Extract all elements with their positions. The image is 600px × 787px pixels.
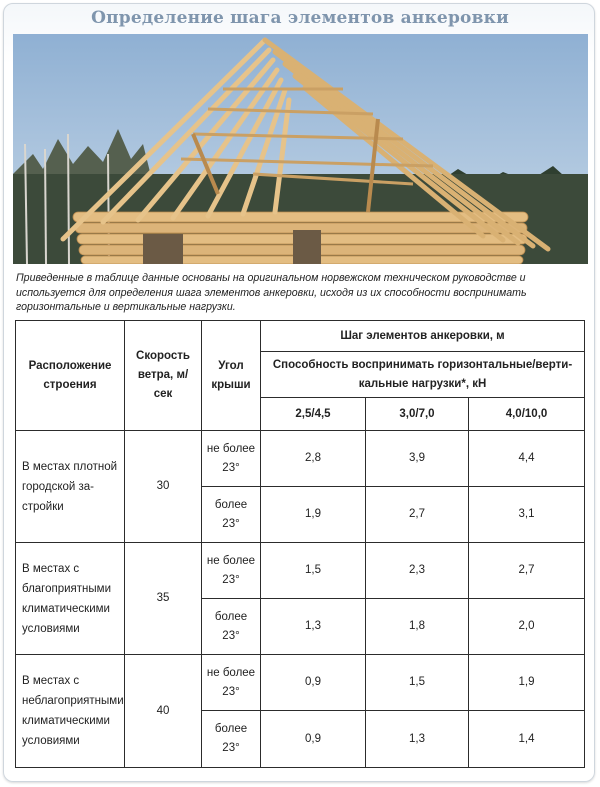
header-wind-speed: Скорость ветра, м/сек	[125, 321, 202, 431]
value-cell: 1,3	[261, 599, 366, 655]
value-cell: 4,4	[469, 431, 585, 487]
angle-cell: более 23°	[202, 487, 261, 543]
angle-cell: более 23°	[202, 711, 261, 768]
value-cell: 0,9	[261, 711, 366, 768]
value-cell: 2,7	[366, 487, 469, 543]
value-cell: 2,3	[366, 543, 469, 599]
angle-cell: более 23°	[202, 599, 261, 655]
value-cell: 2,8	[261, 431, 366, 487]
value-cell: 2,0	[469, 599, 585, 655]
angle-cell: не более 23°	[202, 543, 261, 599]
value-cell: 1,5	[366, 655, 469, 711]
location-cell: В местах с благоприятными климатическими условиями	[16, 543, 125, 655]
header-load-capacity: Способность воспринимать горизонтальные/верти-кальные нагрузки*, кН	[261, 352, 585, 398]
header-load-3: 4,0/10,0	[469, 398, 585, 431]
wind-cell: 40	[125, 655, 202, 768]
value-cell: 1,5	[261, 543, 366, 599]
header-load-2: 3,0/7,0	[366, 398, 469, 431]
value-cell: 0,9	[261, 655, 366, 711]
value-cell: 2,7	[469, 543, 585, 599]
value-cell: 1,8	[366, 599, 469, 655]
angle-cell: не более 23°	[202, 431, 261, 487]
roof-frame-illustration	[13, 34, 588, 264]
header-roof-angle: Угол крыши	[202, 321, 261, 431]
value-cell: 3,9	[366, 431, 469, 487]
location-cell: В местах с неблагоприятными климатическими условиями	[16, 655, 125, 768]
table-note: Приведенные в таблице данные основаны на оригинальном норвежском техническом руководстве и используется для определения шага элементов анкеровки, исходя из их способности воспринимать горизонтальные и вертикальные нагрузки.	[16, 272, 527, 313]
value-cell: 3,1	[469, 487, 585, 543]
angle-cell: не более 23°	[202, 655, 261, 711]
header-anchor-step: Шаг элементов анкеровки, м	[261, 321, 585, 352]
value-cell: 1,4	[469, 711, 585, 768]
table-row	[16, 655, 585, 711]
wind-cell: 35	[125, 543, 202, 655]
table-row	[16, 543, 585, 599]
timber-roof-frame-photo	[13, 34, 588, 264]
anchoring-step-table	[15, 320, 585, 768]
location-cell: В местах плотной городской за-стройки	[16, 431, 125, 543]
page-title: Определение шага элементов анкеровки	[91, 8, 509, 28]
wind-cell: 30	[125, 431, 202, 543]
value-cell: 1,9	[469, 655, 585, 711]
value-cell: 1,3	[366, 711, 469, 768]
header-load-1: 2,5/4,5	[261, 398, 366, 431]
table-row	[16, 431, 585, 487]
header-location: Расположение строения	[16, 321, 125, 431]
value-cell: 1,9	[261, 487, 366, 543]
